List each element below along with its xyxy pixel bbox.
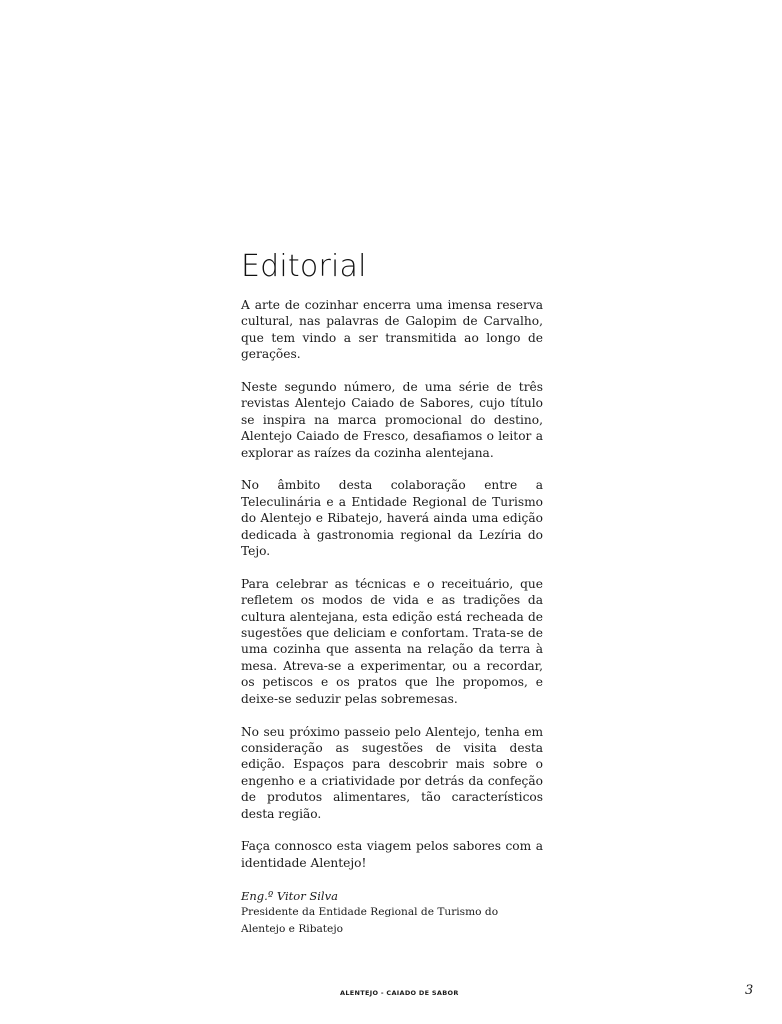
footer-magazine-label: ALENTEJO - CAIADO DE SABOR	[340, 989, 459, 997]
signature-name: Eng.º Vitor Silva	[241, 888, 338, 903]
paragraph-2: Neste segundo número, de uma série de três revistas Alentejo Caiado de Sabores, cujo título se inspira na marca promocional do destino, Alentejo Caiado de Fresco, desafiamos o leitor a explorar as raízes da cozinha alentejana.	[241, 380, 543, 460]
paragraph-3: No âmbito desta colaboração entre a Teleculinária e a Entidade Regional de Turismo do Alentejo e Ribatejo, haverá ainda uma edição dedicada à gastronomia regional da Lezíria do Tejo.	[241, 478, 543, 559]
page-number: 3	[745, 983, 754, 998]
paragraph-1: A arte de cozinhar encerra uma imensa reserva cultural, nas palavras de Galopim de Carvalho, que tem vindo a ser transmitida ao longo de gerações.	[241, 298, 543, 362]
article-title: Editorial	[241, 249, 367, 284]
editorial-article	[241, 248, 543, 938]
paragraph-5: No seu próximo passeio pelo Alentejo, tenha em consideração as sugestões de visita desta edição. Espaços para descobrir mais sobre o engenho e a criatividade por detrás da confeção de produtos alimentares, tão característicos desta região.	[241, 724, 543, 821]
paragraph-6: Faça connosco esta viagem pelos sabores com a identidade Alentejo!	[241, 839, 543, 870]
paragraph-4: Para celebrar as técnicas e o receituário, que refletem os modos de vida e as tradições da cultura alentejana, esta edição está recheada de sugestões que deliciam e confortam. Trata-se de uma cozinha que assenta na relação da terra à mesa. Atreva-se a experimentar, ou a recordar, os petiscos e os pratos que lhe propomos, e deixe-se seduzir pelas sobremesas.	[241, 576, 543, 706]
signature-role: Presidente da Entidade Regional de Turismo do Alentejo e Ribatejo	[241, 905, 499, 935]
